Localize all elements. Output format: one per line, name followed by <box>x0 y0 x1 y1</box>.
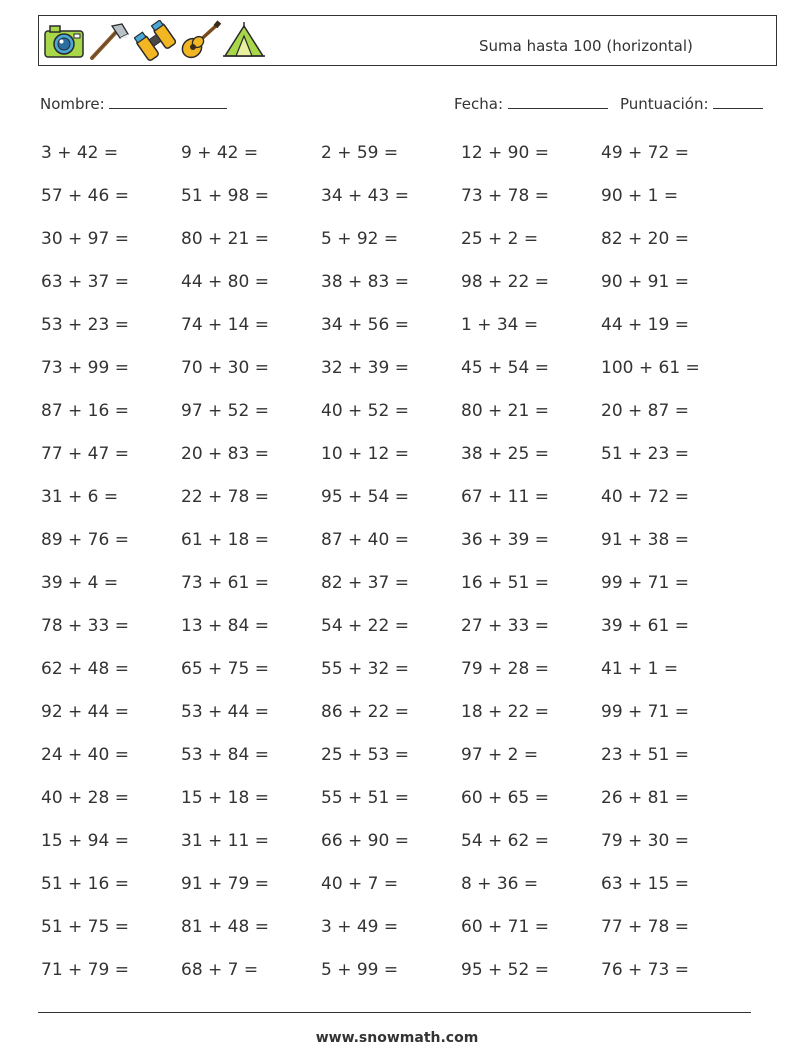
addition-problem: 81 + 48 = <box>181 917 269 937</box>
addition-problem: 73 + 61 = <box>181 573 269 593</box>
addition-problem: 77 + 47 = <box>41 444 129 464</box>
addition-problem: 90 + 91 = <box>601 272 689 292</box>
addition-problem: 79 + 28 = <box>461 659 549 679</box>
addition-problem: 99 + 71 = <box>601 573 689 593</box>
addition-problem: 38 + 83 = <box>321 272 409 292</box>
binoculars-icon <box>134 20 178 62</box>
addition-problem: 5 + 99 = <box>321 960 399 980</box>
addition-problem: 16 + 51 = <box>461 573 549 593</box>
addition-problem: 5 + 92 = <box>321 229 399 249</box>
addition-problem: 68 + 7 = <box>181 960 259 980</box>
addition-problem: 73 + 99 = <box>41 358 129 378</box>
addition-problem: 80 + 21 = <box>181 229 269 249</box>
addition-problem: 95 + 54 = <box>321 487 409 507</box>
addition-problem: 32 + 39 = <box>321 358 409 378</box>
addition-problem: 44 + 19 = <box>601 315 689 335</box>
addition-problem: 15 + 94 = <box>41 831 129 851</box>
addition-problem: 71 + 79 = <box>41 960 129 980</box>
addition-problem: 79 + 30 = <box>601 831 689 851</box>
addition-problem: 2 + 59 = <box>321 143 399 163</box>
addition-problem: 30 + 97 = <box>41 229 129 249</box>
addition-problem: 54 + 22 = <box>321 616 409 636</box>
addition-problem: 82 + 37 = <box>321 573 409 593</box>
addition-problem: 3 + 42 = <box>41 143 119 163</box>
addition-problem: 57 + 46 = <box>41 186 129 206</box>
addition-problem: 55 + 32 = <box>321 659 409 679</box>
addition-problem: 40 + 7 = <box>321 874 399 894</box>
guitar-icon <box>178 20 222 62</box>
addition-problem: 12 + 90 = <box>461 143 549 163</box>
axe-icon <box>86 20 130 62</box>
addition-problem: 13 + 84 = <box>181 616 269 636</box>
addition-problem: 39 + 61 = <box>601 616 689 636</box>
score-blank <box>713 94 763 109</box>
footer-url: www.snowmath.com <box>315 1030 479 1046</box>
addition-problem: 45 + 54 = <box>461 358 549 378</box>
addition-problem: 63 + 37 = <box>41 272 129 292</box>
addition-problem: 38 + 25 = <box>461 444 549 464</box>
footer-divider <box>38 1012 751 1013</box>
addition-problem: 20 + 87 = <box>601 401 689 421</box>
addition-problem: 27 + 33 = <box>461 616 549 636</box>
addition-problem: 99 + 71 = <box>601 702 689 722</box>
addition-problem: 39 + 4 = <box>41 573 119 593</box>
addition-problem: 60 + 71 = <box>461 917 549 937</box>
addition-problem: 97 + 2 = <box>461 745 539 765</box>
worksheet-title: Suma hasta 100 (horizontal) <box>479 37 693 55</box>
addition-problem: 51 + 98 = <box>181 186 269 206</box>
addition-problem: 40 + 52 = <box>321 401 409 421</box>
addition-problem: 1 + 34 = <box>461 315 539 335</box>
score-label: Puntuación: <box>620 95 709 113</box>
worksheet-header <box>38 15 777 66</box>
addition-problem: 20 + 83 = <box>181 444 269 464</box>
addition-problem: 53 + 23 = <box>41 315 129 335</box>
addition-problem: 92 + 44 = <box>41 702 129 722</box>
addition-problem: 51 + 16 = <box>41 874 129 894</box>
addition-problem: 31 + 11 = <box>181 831 269 851</box>
addition-problem: 55 + 51 = <box>321 788 409 808</box>
addition-problem: 10 + 12 = <box>321 444 409 464</box>
addition-problem: 34 + 56 = <box>321 315 409 335</box>
addition-problem: 89 + 76 = <box>41 530 129 550</box>
addition-problem: 67 + 11 = <box>461 487 549 507</box>
addition-problem: 34 + 43 = <box>321 186 409 206</box>
addition-problem: 3 + 49 = <box>321 917 399 937</box>
addition-problem: 40 + 28 = <box>41 788 129 808</box>
date-label: Fecha: <box>454 95 504 113</box>
addition-problem: 62 + 48 = <box>41 659 129 679</box>
addition-problem: 25 + 2 = <box>461 229 539 249</box>
name-label: Nombre: <box>40 95 105 113</box>
addition-problem: 80 + 21 = <box>461 401 549 421</box>
addition-problem: 23 + 51 = <box>601 745 689 765</box>
addition-problem: 40 + 72 = <box>601 487 689 507</box>
addition-problem: 65 + 75 = <box>181 659 269 679</box>
name-blank <box>109 94 227 109</box>
name-field <box>40 94 227 113</box>
addition-problem: 87 + 40 = <box>321 530 409 550</box>
addition-problem: 49 + 72 = <box>601 143 689 163</box>
addition-problem: 100 + 61 = <box>601 358 700 378</box>
addition-problem: 36 + 39 = <box>461 530 549 550</box>
addition-problem: 51 + 23 = <box>601 444 689 464</box>
addition-problem: 74 + 14 = <box>181 315 269 335</box>
score-field <box>620 94 763 113</box>
addition-problem: 25 + 53 = <box>321 745 409 765</box>
addition-problem: 54 + 62 = <box>461 831 549 851</box>
addition-problem: 70 + 30 = <box>181 358 269 378</box>
date-blank <box>508 94 608 109</box>
addition-problem: 63 + 15 = <box>601 874 689 894</box>
addition-problem: 51 + 75 = <box>41 917 129 937</box>
tent-icon <box>222 20 266 62</box>
addition-problem: 97 + 52 = <box>181 401 269 421</box>
addition-problem: 26 + 81 = <box>601 788 689 808</box>
addition-problem: 41 + 1 = <box>601 659 679 679</box>
addition-problem: 91 + 38 = <box>601 530 689 550</box>
date-field <box>454 94 608 113</box>
addition-problem: 77 + 78 = <box>601 917 689 937</box>
addition-problem: 18 + 22 = <box>461 702 549 722</box>
camera-icon <box>42 20 86 62</box>
addition-problem: 15 + 18 = <box>181 788 269 808</box>
addition-problem: 61 + 18 = <box>181 530 269 550</box>
addition-problem: 9 + 42 = <box>181 143 259 163</box>
addition-problem: 22 + 78 = <box>181 487 269 507</box>
addition-problem: 86 + 22 = <box>321 702 409 722</box>
addition-problem: 53 + 84 = <box>181 745 269 765</box>
addition-problem: 98 + 22 = <box>461 272 549 292</box>
addition-problem: 95 + 52 = <box>461 960 549 980</box>
addition-problem: 8 + 36 = <box>461 874 539 894</box>
addition-problem: 53 + 44 = <box>181 702 269 722</box>
addition-problem: 91 + 79 = <box>181 874 269 894</box>
addition-problem: 66 + 90 = <box>321 831 409 851</box>
addition-problem: 87 + 16 = <box>41 401 129 421</box>
addition-problem: 73 + 78 = <box>461 186 549 206</box>
addition-problem: 24 + 40 = <box>41 745 129 765</box>
addition-problem: 60 + 65 = <box>461 788 549 808</box>
addition-problem: 44 + 80 = <box>181 272 269 292</box>
addition-problem: 90 + 1 = <box>601 186 679 206</box>
addition-problem: 76 + 73 = <box>601 960 689 980</box>
addition-problem: 78 + 33 = <box>41 616 129 636</box>
addition-problem: 82 + 20 = <box>601 229 689 249</box>
addition-problem: 31 + 6 = <box>41 487 119 507</box>
